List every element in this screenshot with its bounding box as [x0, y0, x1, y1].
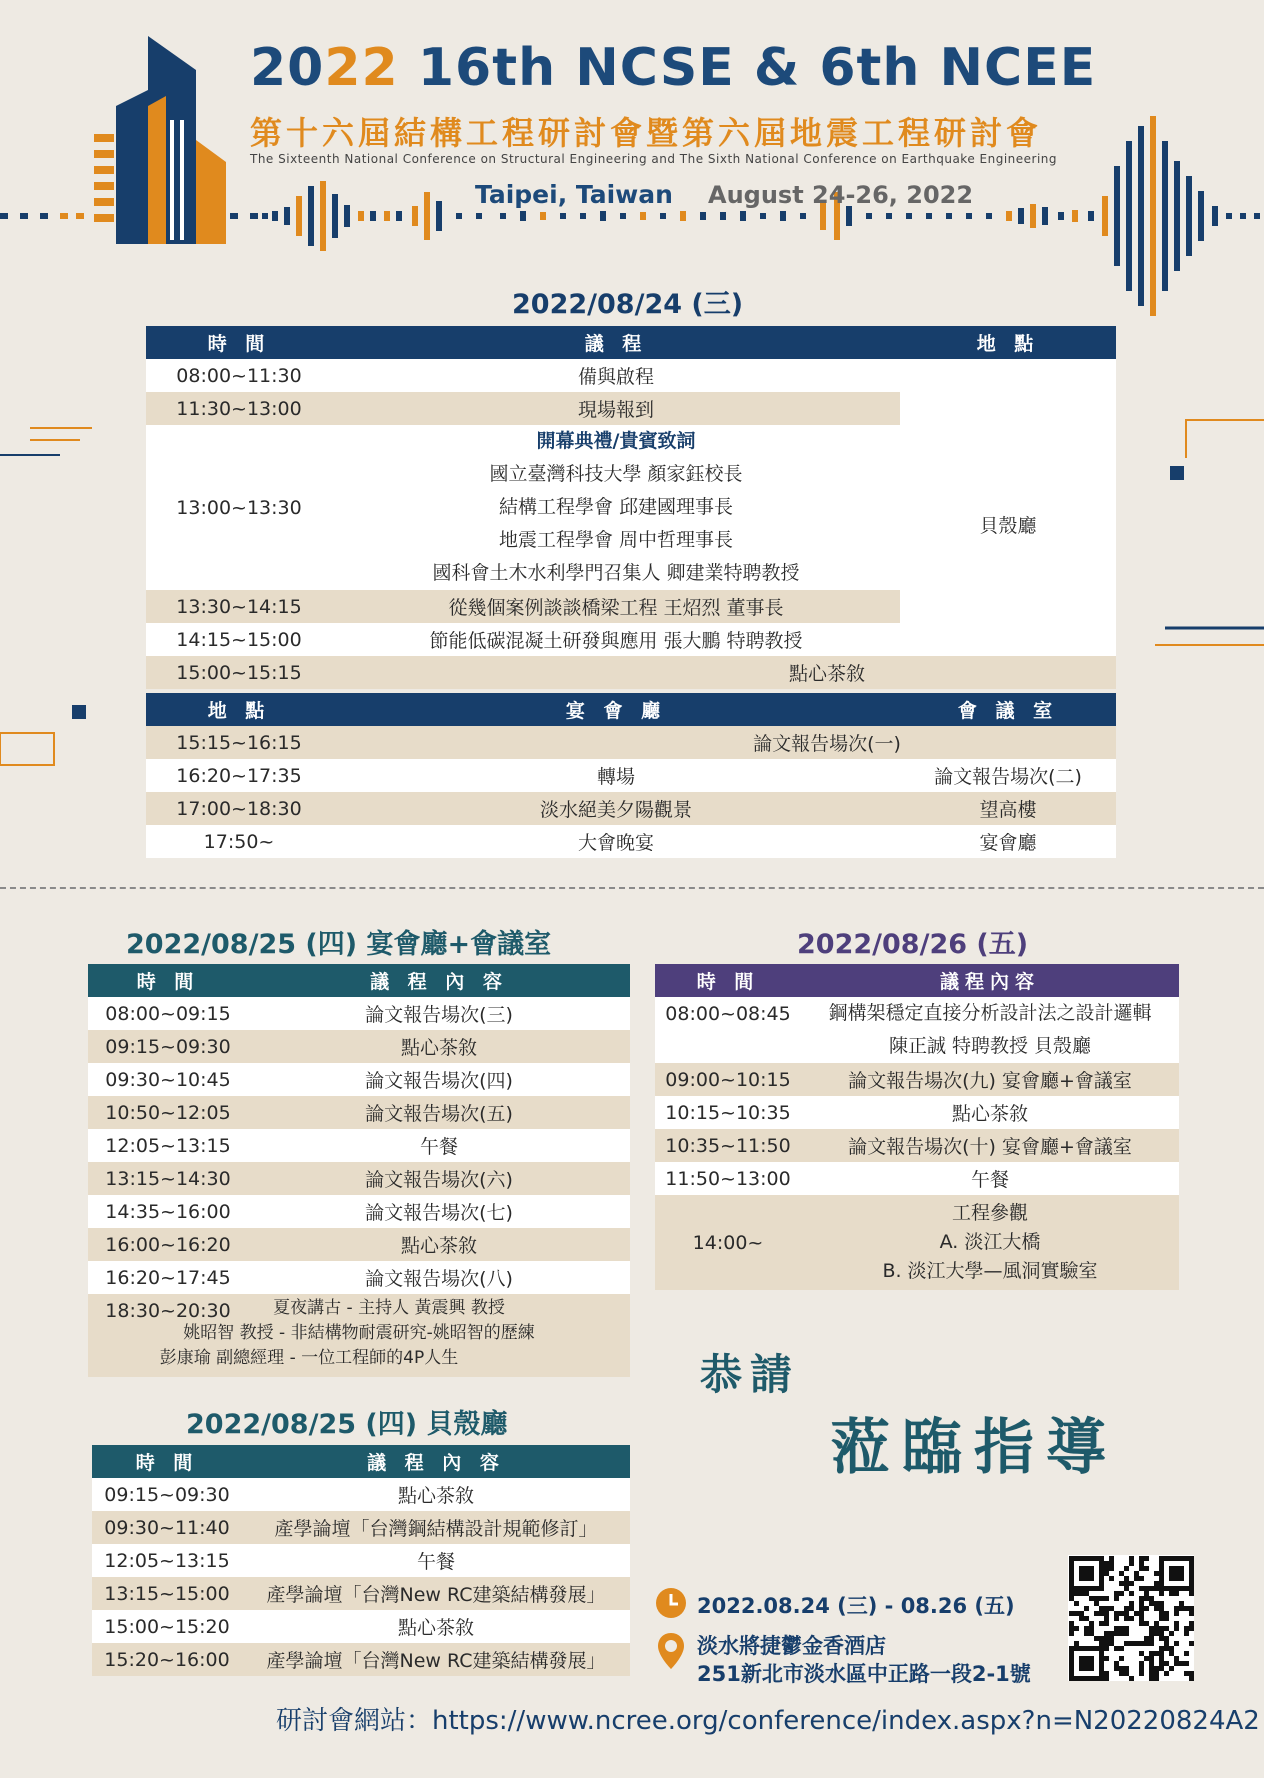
day1-afternoon-table: 地 點 宴 會 廳 會 議 室 15:15~16:15 論文報告場次(一) 16:20~17:35 轉場 論文報告場次(二) 17:00~18:30 淡水絕美夕陽觀景 望高樓 17:50~ 大會晚宴 宴會廳: [146, 693, 1116, 858]
table-row: 14:35~16:00 論文報告場次(七): [88, 1195, 630, 1228]
conference-website-link[interactable]: 研討會網站：https://www.ncree.org/conference/index.aspx?n=N20220824A2: [276, 1706, 1260, 1736]
conference-title-chinese: 第十六屆結構工程研討會暨第六屆地震工程研討會: [250, 114, 1043, 152]
table-row: 17:00~18:30 淡水絕美夕陽觀景 望高樓: [146, 792, 1116, 825]
closing-invite-line2: 蒞臨指導: [830, 1413, 1118, 1483]
table-row: 12:05~13:15 午餐: [92, 1544, 630, 1577]
table-row: 13:30~14:15 從幾個案例談談橋梁工程 王炤烈 董事長: [146, 590, 1116, 623]
table-row: 13:15~14:30 論文報告場次(六): [88, 1162, 630, 1195]
venue-address: 251新北市淡水區中正路一段2-1號: [697, 1662, 1031, 1686]
table-row: 11:50~13:00 午餐: [655, 1162, 1179, 1195]
table-row: 17:50~ 大會晚宴 宴會廳: [146, 825, 1116, 858]
conference-location: Taipei, Taiwan: [475, 180, 673, 209]
table-row: 14:15~15:00 節能低碳混凝土研發與應用 張大鵬 特聘教授: [146, 623, 1116, 656]
table-row: 16:00~16:20 點心茶敘: [88, 1228, 630, 1261]
table-row: 15:20~16:00 產學論壇「台灣New RC建築結構發展」: [92, 1643, 630, 1676]
table-row: 18:30~20:30 夏夜講古 - 主持人 黃震興 教授 姚昭智 教授 - 非結構物耐震研究-姚昭智的歷練 彭康瑜 副總經理 - 一位工程師的4P人生: [88, 1294, 630, 1377]
conference-title-english: The Sixteenth National Conference on Structural Engineering and The Sixth National Conference on Earthquake Engineering: [250, 152, 1058, 166]
table-row: 10:50~12:05 論文報告場次(五): [88, 1096, 630, 1129]
table-row: 09:30~10:45 論文報告場次(四): [88, 1063, 630, 1096]
qr-code-icon[interactable]: [1068, 1555, 1194, 1681]
day3-schedule-table: 時 間 議程內容 08:00~08:45 鋼構架穩定直接分析設計法之設計邏輯 陳正誠 特聘教授 貝殼廳 09:00~10:15 論文報告場次(九) 宴會廳+會議室 10:15~10:35 點心茶敘 10:35~11:50 論文報告場次(十) 宴會廳+會議室 11:50~13:00 午餐 14:00~ 工程參觀 A. 淡江大橋 B. 淡江大學—風洞實驗室: [655, 964, 1179, 1290]
table-row: 16:20~17:45 論文報告場次(八): [88, 1261, 630, 1294]
table-row: 14:00~ 工程參觀 A. 淡江大橋 B. 淡江大學—風洞實驗室: [655, 1195, 1179, 1290]
table-row: 15:00~15:20 點心茶敘: [92, 1610, 630, 1643]
table-row: 08:00~08:45 鋼構架穩定直接分析設計法之設計邏輯 陳正誠 特聘教授 貝殼廳: [655, 997, 1179, 1063]
table-row: 13:15~15:00 產學論壇「台灣New RC建築結構發展」: [92, 1577, 630, 1610]
col-header-agenda: 議 程: [332, 326, 900, 359]
table-row: 09:15~09:30 點心茶敘: [88, 1030, 630, 1063]
table-row: 15:00~15:15 點心茶敘: [146, 656, 1116, 689]
table-row: 16:20~17:35 轉場 論文報告場次(二): [146, 759, 1116, 792]
table-row: 09:15~09:30 點心茶敘: [92, 1478, 630, 1511]
table-row: 09:30~11:40 產學論壇「台灣鋼結構設計規範修訂」: [92, 1511, 630, 1544]
venue-name: 淡水將捷鬱金香酒店: [697, 1634, 886, 1658]
closing-invite-line1: 恭請: [700, 1350, 801, 1399]
table-row: 10:15~10:35 點心茶敘: [655, 1096, 1179, 1129]
table-row: 09:00~10:15 論文報告場次(九) 宴會廳+會議室: [655, 1063, 1179, 1096]
section-divider: [0, 887, 1264, 889]
day2-main-title: 2022/08/25 (四) 宴會廳+會議室: [126, 929, 552, 960]
col-header-time: 時 間: [146, 326, 332, 359]
event-dates: 2022.08.24 (三) - 08.26 (五): [697, 1594, 1015, 1618]
day1-schedule-table: [146, 326, 1116, 689]
location-pin-icon: [657, 1632, 685, 1670]
table-row: 13:00~13:30 開幕典禮/貴賓致詞 國立臺灣科技大學 顏家鈺校長 結構工程學會 邱建國理事長 地震工程學會 周中哲理事長 國科會土木水利學門召集人 卿建業特聘教授: [146, 425, 1116, 590]
day1-title: 2022/08/24 (三): [512, 289, 744, 320]
table-row: 12:05~13:15 午餐: [88, 1129, 630, 1162]
day2-shell-hall-title: 2022/08/25 (四) 貝殼廳: [186, 1409, 508, 1440]
table-row: 10:35~11:50 論文報告場次(十) 宴會廳+會議室: [655, 1129, 1179, 1162]
table-row: 11:30~13:00 現場報到: [146, 392, 1116, 425]
conference-title: 2022 16th NCSE & 6th NCEE: [250, 38, 1097, 98]
venue-cell: 貝殼廳: [900, 359, 1116, 689]
table-row: 08:00~09:15 論文報告場次(三): [88, 997, 630, 1030]
day2-main-schedule-table: 時 間 議 程 內 容 08:00~09:15 論文報告場次(三) 09:15~09:30 點心茶敘 09:30~10:45 論文報告場次(四) 10:50~12:05 論文報告場次(五) 12:05~13:15 午餐 13:15~14:30 論文報告場次(六) 14:35~16:00 論文報告場次(七) 16:00~16:20 點心茶敘 16:20~17:45 論文報告場次(八) 18:30~20:30 夏夜講古 - 主持人 黃震興 教授 姚昭智 教授 - 非結構物耐震研究-姚昭智的歷練 彭康瑜 副總經理 - 一位工程師的4P人生: [88, 964, 630, 1377]
table-row: 08:00~11:30 備與啟程 貝殼廳: [146, 359, 1116, 392]
day2-shell-hall-table: 時 間 議 程 內 容 09:15~09:30 點心茶敘 09:30~11:40 產學論壇「台灣鋼結構設計規範修訂」 12:05~13:15 午餐 13:15~15:00 產學論壇「台灣New RC建築結構發展」 15:00~15:20 點心茶敘 15:20~16:00 產學論壇「台灣New RC建築結構發展」: [92, 1445, 630, 1676]
day3-title: 2022/08/26 (五): [797, 929, 1029, 960]
col-header-venue: 地 點: [900, 326, 1116, 359]
conference-dates: August 24-26, 2022: [708, 181, 974, 209]
table-row: 15:15~16:15 論文報告場次(一): [146, 726, 1116, 759]
clock-icon: [655, 1587, 687, 1619]
